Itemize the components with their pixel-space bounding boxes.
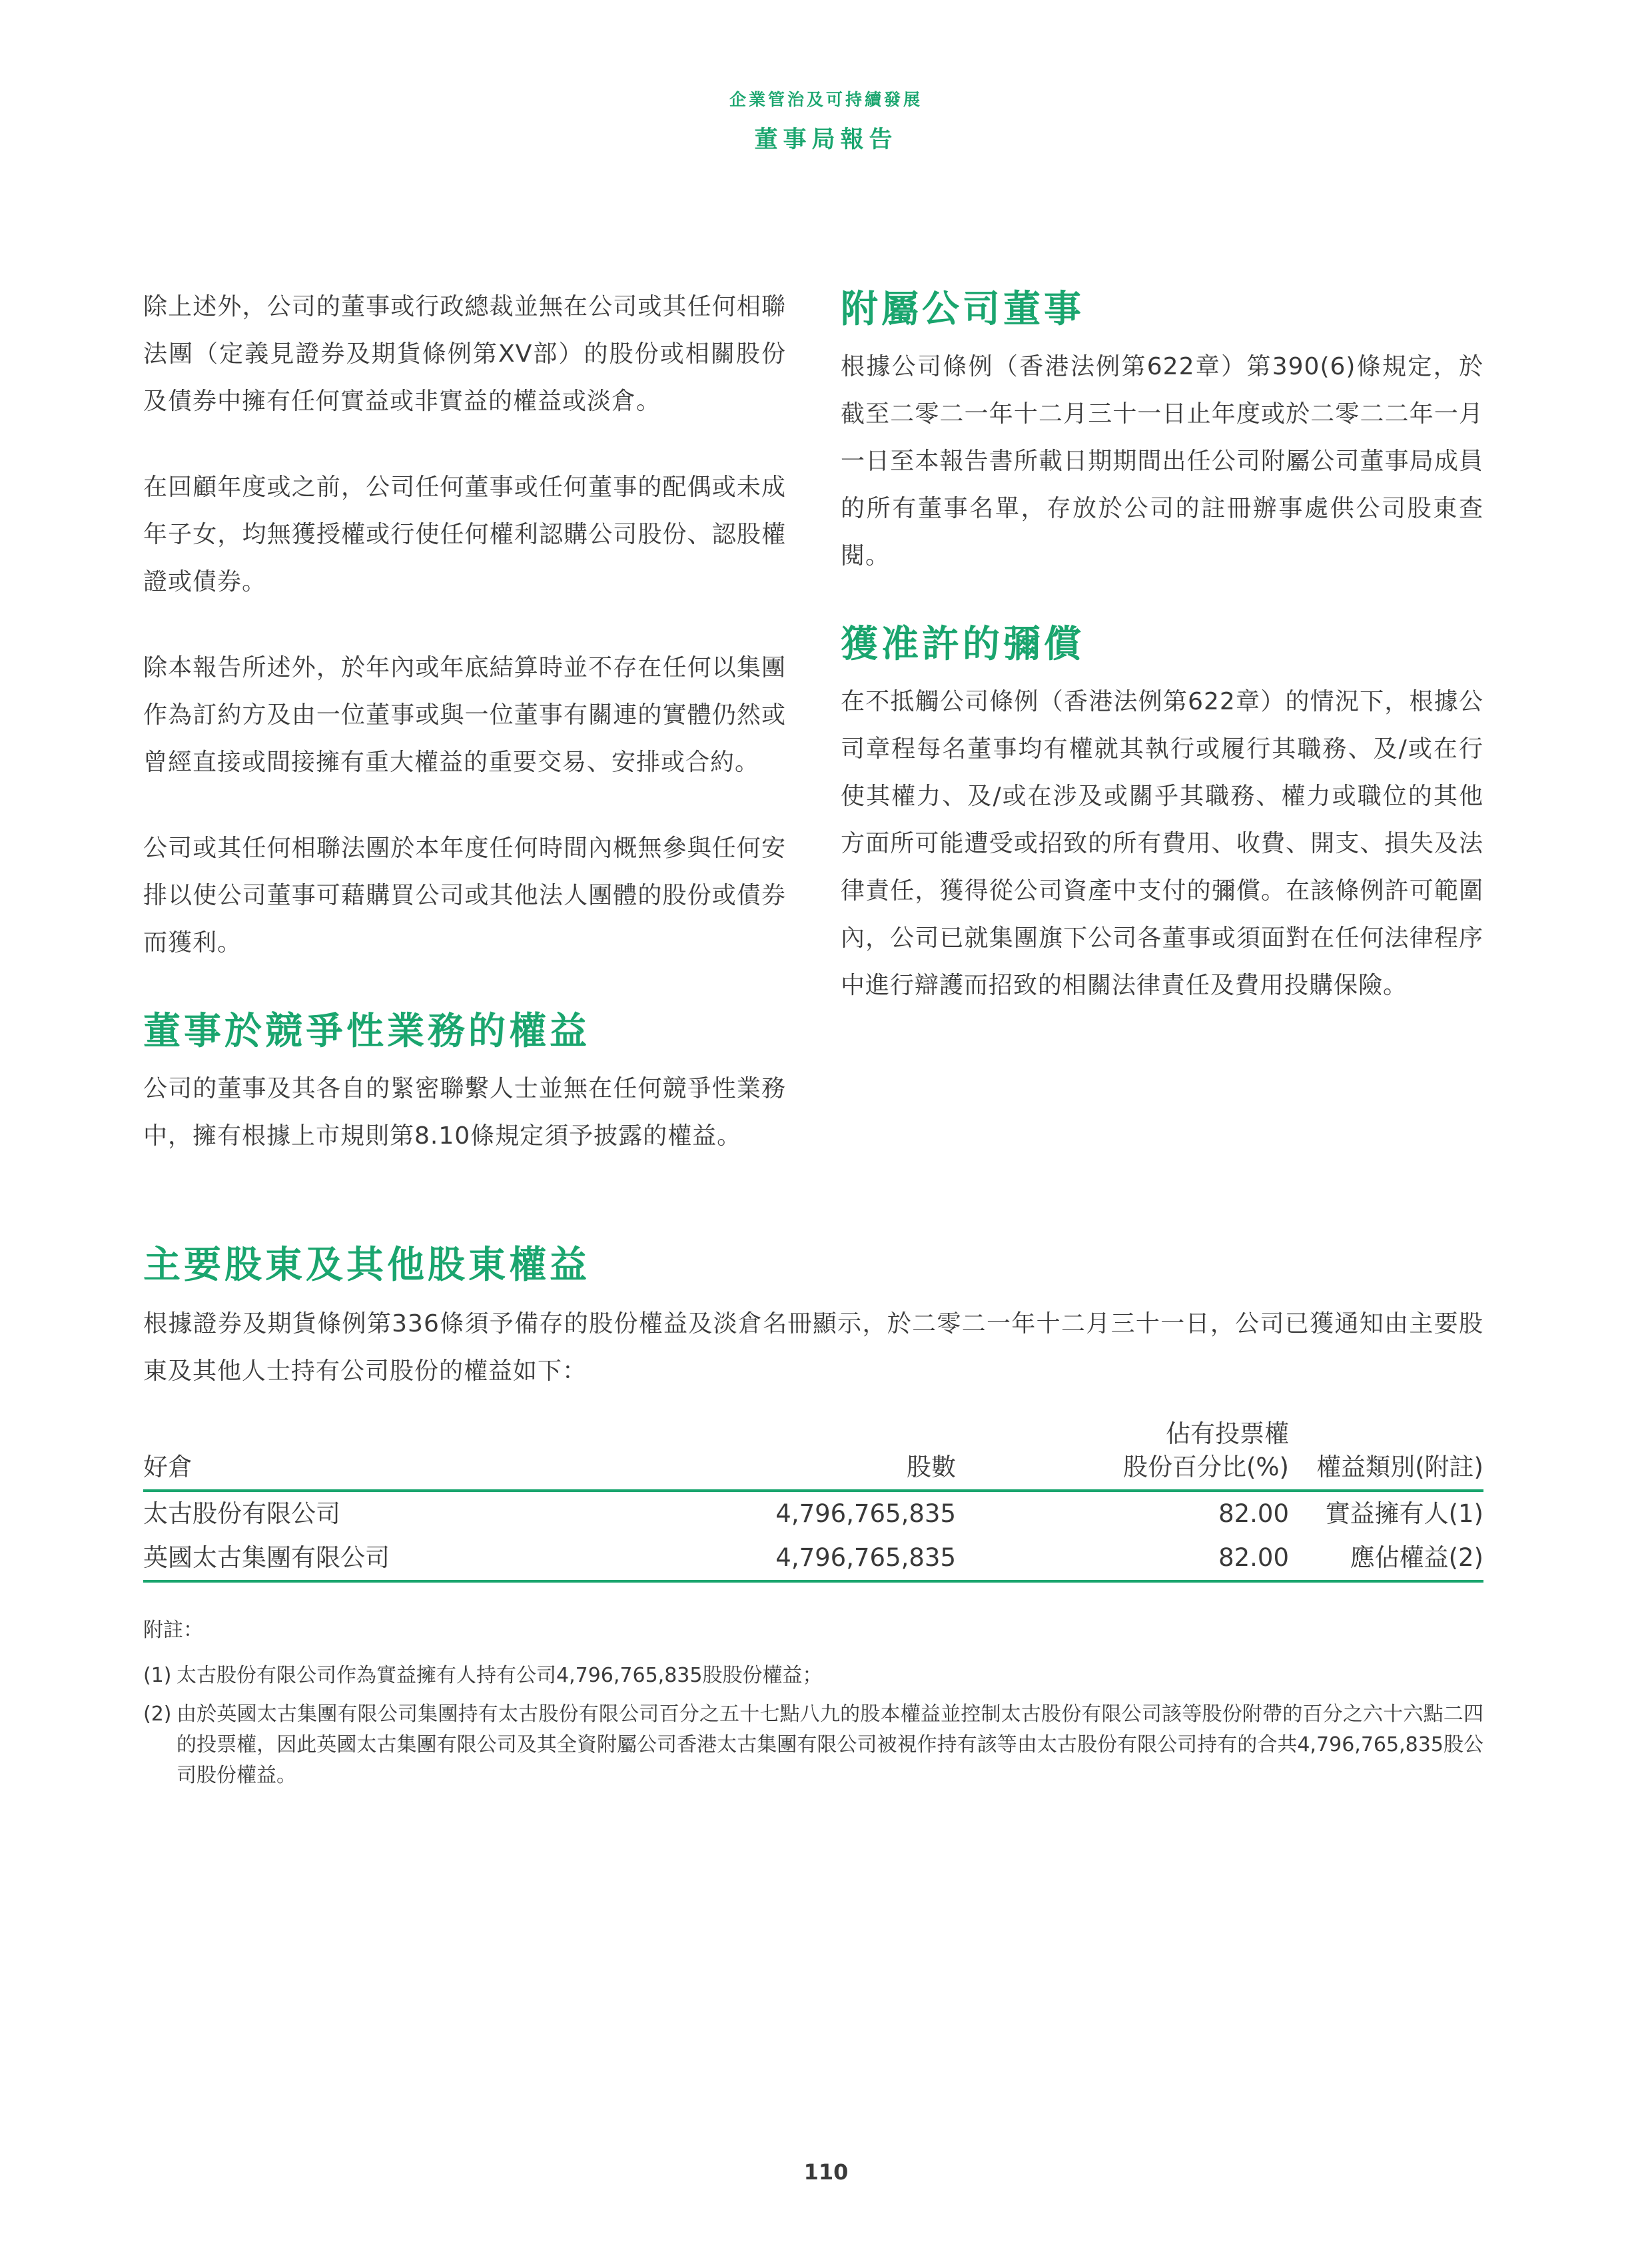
paragraph: 在回顧年度或之前，公司任何董事或任何董事的配偶或未成年子女，均無獲授權或行使任何權利認購公司股份、認股權證或債券。 bbox=[143, 474, 786, 595]
cell-shares: 4,796,765,835 bbox=[775, 1499, 956, 1528]
cell-percentage: 82.00 bbox=[1218, 1499, 1289, 1528]
paragraph: 除本報告所述外，於年內或年底結算時並不存在任何以集團作為訂約方及由一位董事或與一位董事有關連的實體仍然或曾經直接或間接擁有重大權益的重要交易、安排或合約。 bbox=[143, 654, 786, 776]
cell-name: 英國太古集團有限公司 bbox=[143, 1536, 649, 1581]
major-shareholders-section bbox=[143, 1239, 1483, 1395]
indemnity-text: 在不抵觸公司條例（香港法例第622章）的情況下，根據公司章程每名董事均有權就其執行或履行其職務、及/或在行使其權力、及/或在涉及或關乎其職務、權力或職位的其他方面所可能遭受或招致的所有費用、收費、開支、損失及法律責任，獲得從公司資產中支付的彌償。在該條例許可範圍內，公司已就集團旗下公司各董事或須面對在任何法律程序中進行辯護而招致的相關法律責任及費用投購保險。 bbox=[841, 688, 1483, 999]
subsidiary-directors-heading: 附屬公司董事 bbox=[841, 288, 1084, 331]
note-number: (1) bbox=[143, 1664, 172, 1687]
note-item bbox=[143, 1699, 1483, 1791]
header-capacity: 權益類別(附註) bbox=[1289, 1417, 1483, 1491]
section-header: 企業管治及可持續發展 bbox=[729, 90, 923, 109]
indemnity-heading: 獲准許的彌償 bbox=[841, 623, 1084, 666]
cell-percentage: 82.00 bbox=[956, 1536, 1289, 1581]
notes-section bbox=[143, 1615, 1483, 1799]
paragraph: 除上述外，公司的董事或行政總裁並無在公司或其任何相聯法團（定義見證券及期貨條例第XV部）的股份或相關股份及債券中擁有任何實益或非實益的權益或淡倉。 bbox=[143, 293, 786, 415]
header-position: 好倉 bbox=[143, 1417, 649, 1491]
cell-shares: 4,796,765,835 bbox=[649, 1536, 956, 1581]
table-row bbox=[143, 1536, 1483, 1581]
cell-name: 太古股份有限公司 bbox=[143, 1499, 340, 1528]
header-percentage-line2: 股份百分比(%) bbox=[1122, 1453, 1289, 1481]
table-row bbox=[143, 1491, 1483, 1536]
note-text: 太古股份有限公司作為實益擁有人持有公司4,796,765,835股股份權益； bbox=[177, 1664, 823, 1687]
right-column bbox=[841, 283, 1483, 1048]
major-shareholders-intro: 根據證券及期貨條例第336條須予備存的股份權益及淡倉名冊顯示，於二零二一年十二月三十一日，公司已獲通知由主要股東及其他人士持有公司股份的權益如下： bbox=[143, 1310, 1483, 1385]
competing-business-heading: 董事於競爭性業務的權益 bbox=[143, 1010, 590, 1053]
header-percentage bbox=[956, 1417, 1289, 1491]
competing-business-text: 公司的董事及其各自的緊密聯繫人士並無在任何競爭性業務中，擁有根據上市規則第8.10條規定須予披露的權益。 bbox=[143, 1075, 786, 1150]
note-item bbox=[143, 1661, 1483, 1691]
cell-capacity: 應佔權益(2) bbox=[1289, 1536, 1483, 1581]
paragraph: 公司或其任何相聯法團於本年度任何時間內概無參與任何安排以使公司董事可藉購買公司或其他法人團體的股份或債券而獲利。 bbox=[143, 835, 786, 956]
subsidiary-directors-text: 根據公司條例（香港法例第622章）第390(6)條規定，於截至二零二一年十二月三十一日止年度或於二零二二年一月一日至本報告書所載日期期間出任公司附屬公司董事局成員的所有董事名單，存放於公司的註冊辦事處供公司股東查閱。 bbox=[841, 353, 1483, 569]
cell-capacity: 實益擁有人(1) bbox=[1325, 1499, 1483, 1528]
notes-label: 附註： bbox=[143, 1619, 203, 1642]
table-header-row bbox=[143, 1417, 1483, 1491]
major-shareholders-heading: 主要股東及其他股東權益 bbox=[143, 1244, 590, 1287]
header-shares: 股數 bbox=[649, 1417, 956, 1491]
left-column bbox=[143, 283, 786, 1198]
shareholders-table bbox=[143, 1417, 1483, 1583]
note-text: 由於英國太古集團有限公司集團持有太古股份有限公司百分之五十七點八九的股本權益並控制太古股份有限公司該等股份附帶的百分之六十六點二四的投票權，因此英國太古集團有限公司及其全資附屬公司香港太古集團有限公司被視作持有該等由太古股份有限公司持有的合共4,796,765,835股公司股份權益。 bbox=[177, 1702, 1483, 1787]
note-number: (2) bbox=[143, 1702, 172, 1726]
page-number: 110 bbox=[803, 2159, 849, 2185]
header-percentage-line1: 佔有投票權 bbox=[1166, 1419, 1289, 1448]
page-title: 董事局報告 bbox=[754, 127, 898, 153]
